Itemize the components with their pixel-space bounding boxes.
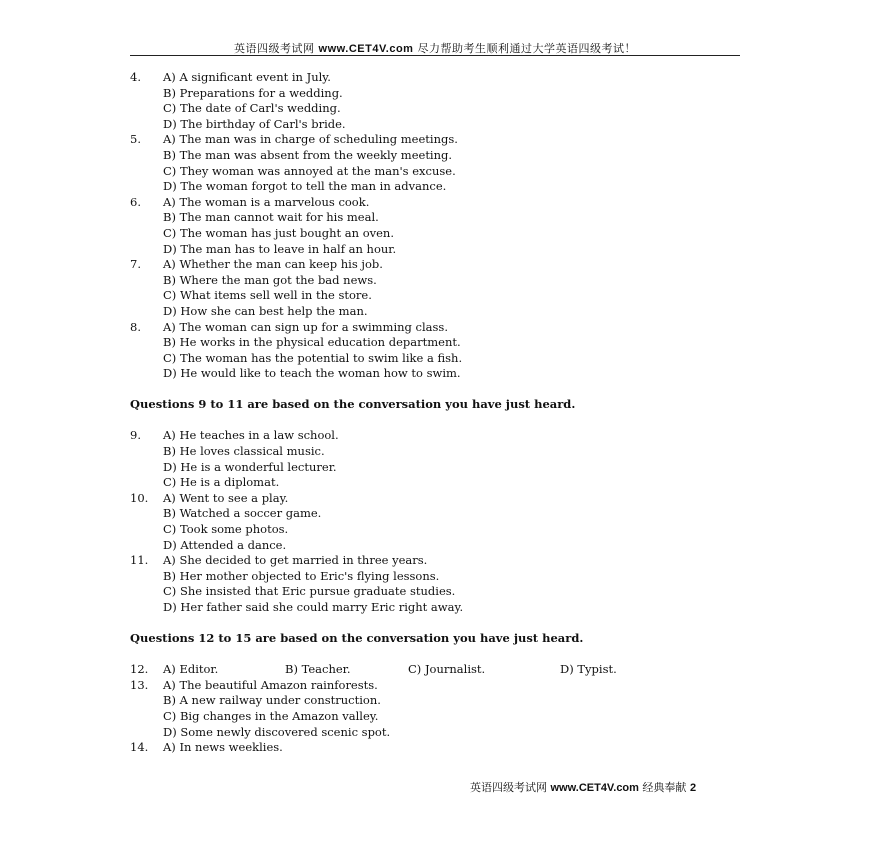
question-number: 9. [130,428,141,443]
question [130,257,750,319]
question [130,553,750,615]
option-text: A) A significant event in July. [163,70,331,84]
option-text: D) The birthday of Carl's bride. [163,116,346,131]
option-text: B) Her mother objected to Eric's flying lessons. [163,568,440,583]
option-row [130,148,750,164]
option-row [130,179,750,195]
questions-9-11 [130,428,750,615]
option-row [130,164,750,180]
option-text: C) Big changes in the Amazon valley. [163,708,379,723]
option-row [130,522,750,538]
option-row [130,693,750,709]
option-text: B) Watched a soccer game. [163,506,322,521]
option-row [130,725,750,741]
option-text: A) Whether the man can keep his job. [163,257,383,272]
question [130,428,750,490]
question-number: 12. [130,662,149,677]
option-d: D) Typist. [560,662,617,677]
question [130,320,750,382]
option-text: B) The man cannot wait for his meal. [163,210,379,225]
option-text: C) The date of Carl's wedding. [163,101,341,116]
option-row [130,506,750,522]
option-text: D) Her father said she could marry Eric right away. [163,600,464,614]
option-row [130,226,750,242]
section-heading-12-15: Questions 12 to 15 are based on the conversation you have just heard. [130,630,584,645]
option-row [130,460,750,476]
question-number: 8. [130,319,141,334]
option-c: C) Journalist. [408,662,486,677]
option-text: A) The man was in charge of scheduling meetings. [163,132,458,147]
option-b: B) Teacher. [285,662,351,677]
option-row [130,600,750,616]
option-row [130,740,750,756]
option-row [130,257,750,273]
question [130,491,750,553]
option-row [130,584,750,600]
questions-13-14 [130,678,750,756]
option-row [130,86,750,102]
page-number: 2 [689,782,697,794]
option-text: A) The woman can sign up for a swimming class. [163,319,448,334]
option-text: D) How she can best help the man. [163,303,368,318]
option-row [130,709,750,725]
page-header [130,40,740,56]
option-text: B) The man was absent from the weekly meeting. [163,147,453,162]
question [130,740,750,756]
option-row [130,117,750,133]
option-row [130,491,750,507]
option-text: A) The beautiful Amazon rainforests. [163,677,378,692]
footer-prefix: 英语四级考试网 [470,781,551,794]
page-footer [470,779,696,795]
option-row [130,351,750,367]
option-row [130,132,750,148]
question-number: 6. [130,194,141,209]
option-text: A) She decided to get married in three years. [163,553,428,568]
option-row [130,538,750,554]
question-number: 10. [130,490,149,505]
option-row [130,210,750,226]
option-text: A) He teaches in a law school. [163,428,339,443]
question [130,195,750,257]
option-row [130,335,750,351]
option-text: C) What items sell well in the store. [163,288,372,303]
question-number: 4. [130,70,141,84]
question [130,678,750,740]
question [130,132,750,194]
option-text: B) Where the man got the bad news. [163,272,377,287]
option-row [130,569,750,585]
footer-suffix: 经典奉献 [638,781,690,794]
option-text: B) A new railway under construction. [163,693,381,708]
question-number: 5. [130,132,141,147]
option-text: D) The man has to leave in half an hour. [163,241,397,256]
option-text: A) In news weeklies. [163,740,283,755]
option-text: D) He would like to teach the woman how to swim. [163,366,461,381]
option-text: D) Some newly discovered scenic spot. [163,724,391,739]
option-text: A) The woman is a marvelous cook. [163,194,370,209]
footer-site-link[interactable]: www.CET4V.com [550,782,639,794]
option-row [130,553,750,569]
option-text: D) The woman forgot to tell the man in advance. [163,179,447,194]
option-row [130,366,750,382]
option-text: B) He loves classical music. [163,444,325,459]
option-text: C) The woman has the potential to swim like a fish. [163,350,463,365]
question-number: 11. [130,553,149,568]
header-rule [130,55,740,56]
option-text: C) They woman was annoyed at the man's excuse. [163,163,456,178]
option-row [130,273,750,289]
question-number: 13. [130,677,149,692]
option-text: B) Preparations for a wedding. [163,85,343,100]
option-row [130,320,750,336]
option-row [130,242,750,258]
option-row [130,475,750,491]
header-prefix: 英语四级考试网 [234,42,319,55]
section-heading-9-11: Questions 9 to 11 are based on the conversation you have just heard. [130,396,576,411]
question-12 [130,662,750,678]
questions-4-8 [130,70,750,382]
option-row [130,444,750,460]
question-number: 14. [130,740,149,755]
option-text: D) Attended a dance. [163,537,287,552]
header-site-link[interactable]: www.CET4V.com [318,43,414,55]
option-text: C) She insisted that Eric pursue graduate studies. [163,584,456,599]
option-text: C) Took some photos. [163,522,289,537]
option-row [130,70,750,86]
page-body [130,70,750,756]
option-row [130,428,750,444]
option-text: A) Went to see a play. [163,490,289,505]
option-text: C) The woman has just bought an oven. [163,225,394,240]
option-row [130,304,750,320]
option-row [130,678,750,694]
option-text: B) He works in the physical education department. [163,335,461,350]
option-row [130,288,750,304]
header-suffix: 尽力帮助考生顺利通过大学英语四级考试！ [413,42,636,55]
option-a: A) Editor. [163,662,219,677]
option-text: C) He is a diplomat. [163,475,280,490]
question-number: 7. [130,257,141,272]
option-row [130,195,750,211]
question [130,70,750,132]
option-row [130,101,750,117]
option-text: D) He is a wonderful lecturer. [163,459,337,474]
